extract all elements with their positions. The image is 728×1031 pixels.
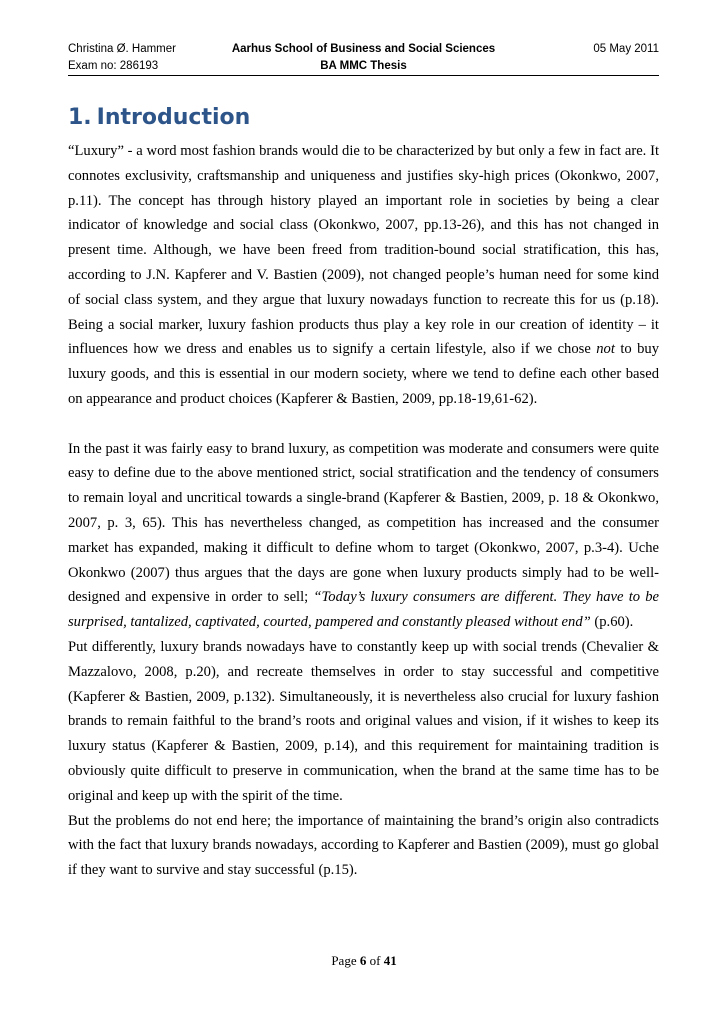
section-title: Introduction bbox=[96, 105, 251, 130]
thesis-title: BA MMC Thesis bbox=[320, 60, 407, 72]
page-footer bbox=[0, 952, 728, 970]
paragraph-1-emphasis: not bbox=[596, 341, 615, 358]
section-number: 1. bbox=[68, 105, 92, 130]
paragraph-1 bbox=[68, 139, 659, 412]
header-date: 05 May 2011 bbox=[593, 43, 659, 55]
page-header bbox=[68, 41, 659, 76]
paragraph-1-text-a: “Luxury” - a word most fashion brands would die to be characterized by but only a few in fact are. It connotes exclusivity, craftsmanship and uniqueness and justifies sky-high prices (Okonkwo, 2007, p.11). The concept has through history played an important role in societies by being a clear indicator of knowledge and social class (Okonkwo, 2007, pp.13-26), and this has not changed in present time. Although, we have been freed from tradition-bound social stratification, this has, according to J.N. Kapferer and V. Bastien (2009), not changed people’s human need for some kind of social class system, and they argue that luxury nowadays function to recreate this for us (p.18). Being a social marker, luxury fashion products thus play a key role in our creation of identity – it influences how we dress and enables us to signify a certain lifestyle, also if we chose bbox=[68, 143, 659, 358]
section-heading bbox=[68, 102, 250, 134]
paragraph-2-quote: “Today’s luxury consumers are different. They have to be surprised, tantalized, captivated, courted, pampered and constantly pleased without end” bbox=[68, 589, 659, 631]
paragraph-2-text-a: In the past it was fairly easy to brand luxury, as competition was moderate and consumers were quite easy to define due to the above mentioned strict, social stratification and the tendency of consumers to remain loyal and uncritical towards a single-brand (Kapferer & Bastien, 2009, p. 18 & Okonkwo, 2007, p. 3, 65). This has nevertheless changed, as competition has increased and the consumer market has expanded, making it difficult to define whom to target (Okonkwo, 2007, p.3-4). Uche Okonkwo (2007) thus argues that the days are gone when luxury products simply had to be well-designed and expensive in order to sell; bbox=[68, 440, 659, 606]
exam-number: Exam no: 286193 bbox=[68, 60, 159, 72]
paragraph-2 bbox=[68, 437, 659, 635]
paragraph-2-text-b: (p.60). bbox=[590, 614, 634, 631]
header-right bbox=[593, 41, 659, 58]
author-name: Christina Ø. Hammer bbox=[68, 43, 176, 55]
header-center bbox=[68, 41, 659, 75]
of-word: of bbox=[369, 953, 381, 968]
paragraph-3: Put differently, luxury brands nowadays have to constantly keep up with social trends (Chevalier & Mazzalovo, 2008, p.20), and recreate themselves in order to stay successful and competitive (Kapferer & Bastien, 2009, p.132). Simultaneously, it is nevertheless also crucial for luxury fashion brands to remain faithful to the brand’s roots and original values and vision, if it wishes to keep its luxury status (Kapferer & Bastien, 2009, p.14), and this requirement for maintaining tradition is obviously quite difficult to preserve in communication, when the brand at the same time has to be original and keep up with the spirit of the time. bbox=[68, 638, 659, 804]
current-page-number: 6 bbox=[359, 953, 367, 968]
total-pages-number: 41 bbox=[383, 953, 397, 968]
paragraph-1-text-b: to buy luxury goods, and this is essential in our modern society, where we tend to define each other based on appearance and product choices (Kapferer & Bastien, 2009, pp.18-19,61-62). bbox=[68, 341, 659, 407]
document-body bbox=[68, 139, 659, 883]
page-word: Page bbox=[331, 953, 357, 968]
paragraph-4: But the problems do not end here; the importance of maintaining the brand’s origin also contradicts with the fact that luxury brands nowadays, according to Kapferer and Bastien (2009), must go global if they want to survive and stay successful (p.15). bbox=[68, 812, 659, 879]
school-name: Aarhus School of Business and Social Sciences bbox=[231, 43, 496, 55]
